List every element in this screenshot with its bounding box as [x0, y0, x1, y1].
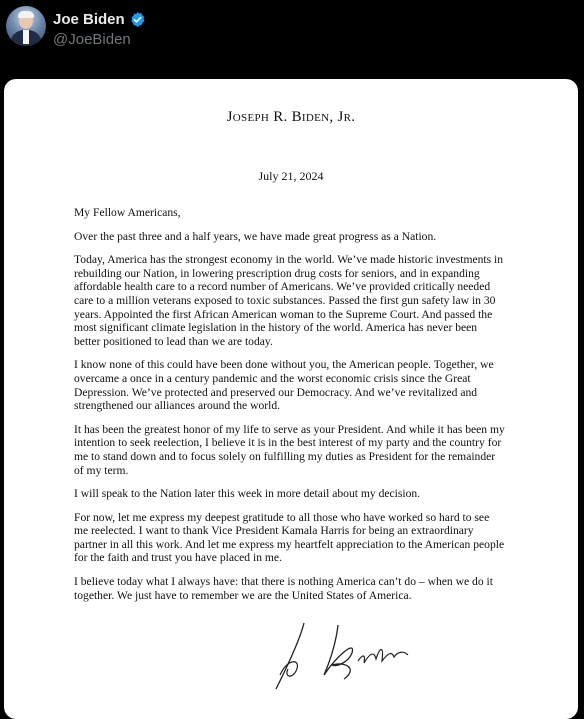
- paragraph: I will speak to the Nation later this week in more detail about my decision.: [74, 487, 421, 501]
- paragraph: Today, America has the strongest economy in the world. We’ve made historic investments in rebuilding our Nation, in lowering prescription drug costs for seniors, and in expanding affordable health care to a record number of Americans. We’ve provided critically needed care to a million veterans exposed to toxic substances. Passed the first gun safety law in 30 years. Appointed the first African American woman to the Supreme Court. And passed the most significant climate legislation in the history of the world. America has never been better positioned to lead than we are today.: [74, 253, 504, 348]
- post-header: [0, 0, 584, 62]
- paragraph: I know none of this could have been done without you, the American people. Together, we overcame a once in a century pandemic and the worst economic crisis since the Great Depression. We’ve protected and preserved our Democracy. And we’ve revitalized and strengthened our alliances around the world.: [74, 358, 494, 413]
- avatar[interactable]: [6, 6, 46, 46]
- handle[interactable]: @JoeBiden: [53, 31, 131, 48]
- paragraph: It has been the greatest honor of my life to serve as your President. And while it has been my intention to seek reelection, I believe it is in the best interest of my party and the country for me to stand down and to focus solely on fulfilling my duties as President for the remainder of my term.: [74, 422, 505, 477]
- display-name[interactable]: Joe Biden: [53, 10, 125, 28]
- letterhead: [4, 109, 578, 126]
- letterhead-text: Joseph R. Biden, Jr.: [226, 109, 356, 125]
- letter-image[interactable]: [4, 79, 578, 719]
- signature: [266, 617, 426, 695]
- avatar-hair: [18, 11, 34, 18]
- letter-date: July 21, 2024: [258, 169, 324, 183]
- salutation: My Fellow Americans,: [74, 206, 181, 219]
- paragraph: I believe today what I always have: that there is nothing America can’t do – when we do it together. We just have to remember we are the United States of America.: [74, 575, 493, 602]
- avatar-shirt: [23, 30, 29, 44]
- name-row: [53, 9, 146, 29]
- paragraph: For now, let me express my deepest gratitude to all those who have worked so hard to see me reelected. I want to thank Vice President Kamala Harris for being an extraordinary partner in all this work. And let me express my heartfelt appreciation to the American people for the faith and trust you have placed in me.: [74, 510, 505, 565]
- paragraph: Over the past three and a half years, we have made great progress as a Nation.: [74, 229, 437, 243]
- verified-badge-icon[interactable]: [129, 11, 146, 28]
- letter-body: [74, 206, 506, 612]
